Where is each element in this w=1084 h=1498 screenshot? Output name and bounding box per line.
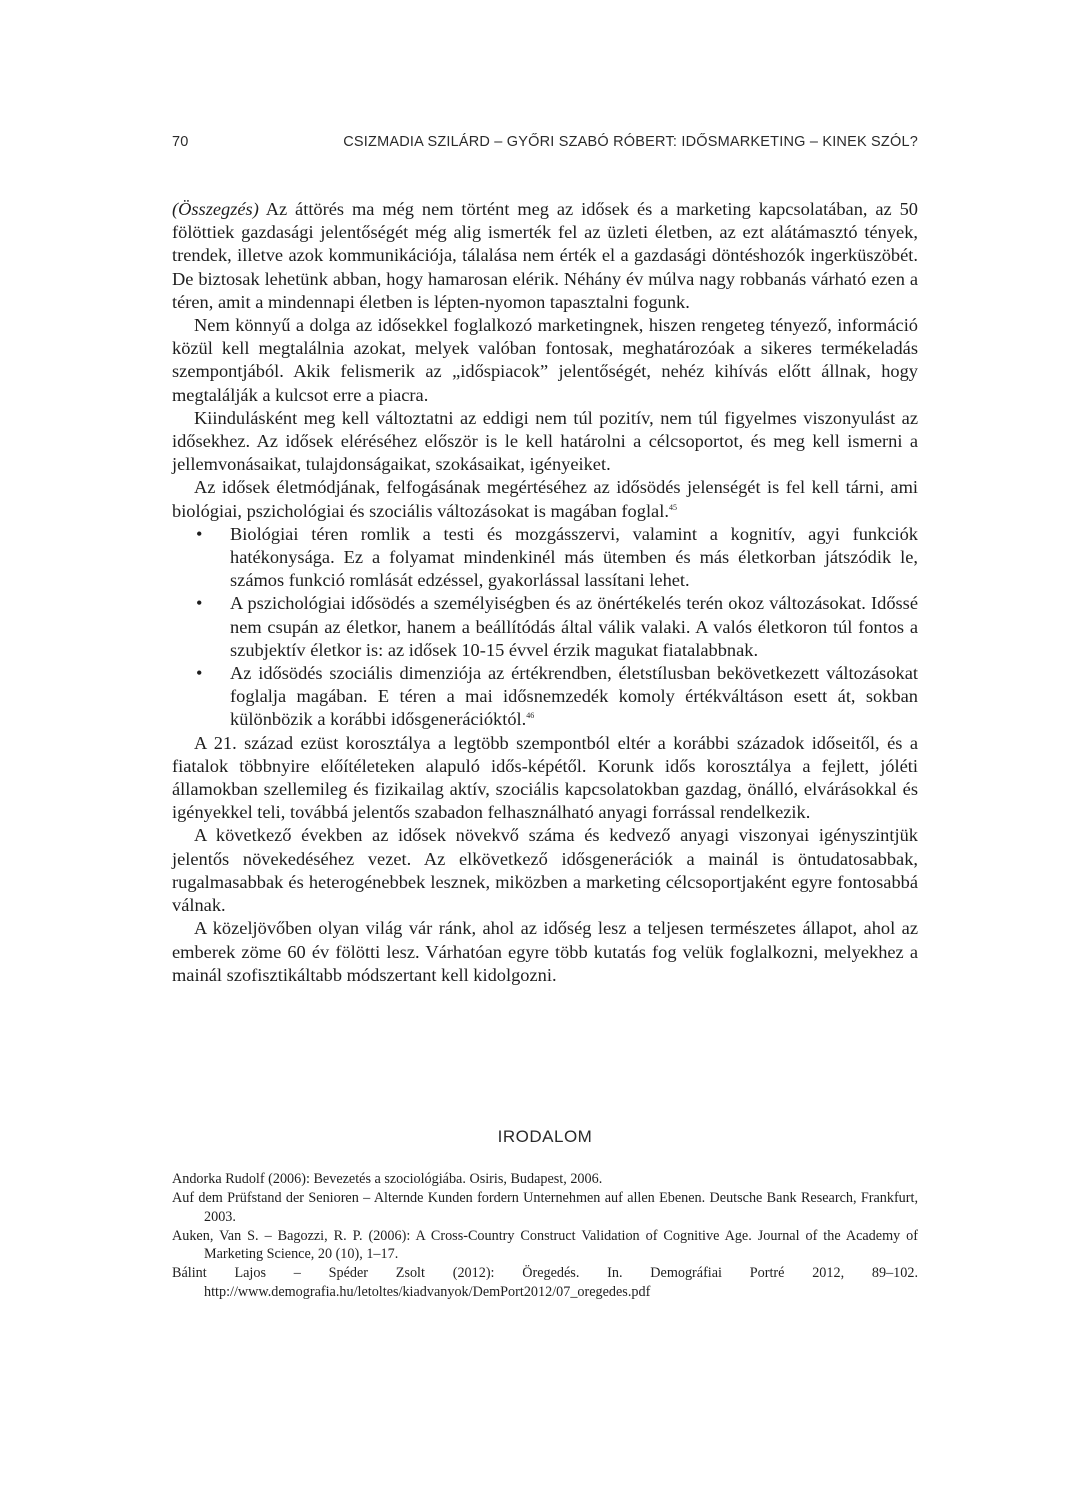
references-list [172,1170,918,1302]
bullet-icon: • [196,663,203,684]
paragraph-text: Az idősek életmódjának, felfogásának megértéséhez az idősödés jelenségét is fel kell tárni, ami biológiai, pszichológiai és szociális változásokat is magában foglal. [172,477,918,521]
reference-item: Bálint Lajos – Spéder Zsolt (2012): Öregedés. In. Demográfiai Portré 2012, 89–102. http://www.demografia.hu/letoltes/kiadvanyok/DemPort2012/07_oregedes.pdf [172,1265,918,1301]
paragraph: A közeljövőben olyan világ vár ránk, ahol az időség lesz a teljesen természetes állapot, ahol az emberek zöme 60 év fölötti lesz. Várhatóan egyre több kutatás fog velük foglalkozni, melyekhez a mainál szofisztikáltabb módszertant kell kidolgozni. [172,918,918,985]
bullet-icon: • [196,523,203,544]
paragraph: A következő években az idősek növekvő száma és kedvező anyagi viszonyai igényszintjük jelentős növekedéséhez vezet. Az elkövetkező idősgenerációk a mainál is öntudatosabbak, rugalmasabbak és heterogénebbek lesznek, miközben a marketing célcsoportjaként egyre fontosabbá válnak. [172,825,918,916]
list-item-text: Biológiai téren romlik a testi és mozgásszervi, valamint a kognitív, agyi funkciók hatékonysága. Ez a folyamat mindenkinél más ütemben és más életkorban játszódik le, számos funkció romlását edzéssel, gyakorlással lassítani lehet. [230,523,918,591]
reference-item: Auken, Van S. – Bagozzi, R. P. (2006): A Cross-Country Construct Validation of Cognitive Age. Journal of the Academy of Marketing Science, 20 (10), 1–17. [172,1227,918,1263]
paragraph: Nem könnyű a dolga az idősekkel foglalkozó marketingnek, hiszen rengeteg tényező, információ közül kell megtalálnia azokat, melyek valóban fontosak, meghatározóak a sikeres termékeladás szempontjából. Akik felismerik az „időspiacok” jelentőségét, nehéz kihívás előtt állnak, hogy megtalálják a kulcsot erre a piacra. [172,315,918,405]
bullet-icon: • [196,593,203,614]
paragraph-text: Az áttörés ma még nem történt meg az idősek és a marketing kapcsolatában, az 50 fölöttiek gazdasági jelentőségét még alig ismerték fel az üzleti életben, az ezt alátámasztó tények, trendek, illetve azok kommunikációja, tálalása nem érték el a gazdasági döntéshozók ingerküszöbét. De biztosak lehetünk abban, hogy hamarosan elérik. Néhány év múlva nagy robbanás várható ezen a téren, amit a mindennapi életben is lépten-nyomon tapasztalni fogunk. [172,199,918,312]
list-item [172,523,918,593]
main-text [172,198,918,987]
reference-item: Auf dem Prüfstand der Senioren – Alternde Kunden fordern Unternehmen auf allen Ebenen. Deutsche Bank Research, Frankfurt, 2003. [172,1190,918,1225]
paragraph: Kiindulásként meg kell változtatni az eddigi nem túl pozitív, nem túl figyelmes viszonyulást az idősekhez. Az idősek eléréséhez először is le kell határolni a célcsoportot, és meg kell ismerni a jellemvonásaikat, tulajdonságaikat, szokásaikat, igényeiket. [172,407,918,475]
paragraph-summary [172,198,918,314]
page-number: 70 [172,134,189,150]
paragraph-aging [172,476,918,522]
bullet-list [172,523,918,732]
list-item [172,592,918,662]
running-head: CSIZMADIA SZILÁRD – GYŐRI SZABÓ RÓBERT: IDŐSMARKETING – KINEK SZÓL? [343,134,918,150]
paragraph: A 21. század ezüst korosztálya a legtöbb szempontból eltér a korábbi századok időseitől, és a fiatalok többnyire előítéleteken alapuló idős-képétől. Korunk idős korosztálya a fejlett, jóléti államokban szellemileg és fizikailag aktív, szociális kapcsolatokban gazdag, önálló, elvárásokkal és igényekkel teli, továbbá jelentős szabadon felhasználható anyagi forrással rendelkezik. [172,732,918,823]
list-item [172,662,918,732]
list-item-text: Az idősödés szociális dimenziója az értékrendben, életstílusban bekövetkezett változásokat foglalja magában. E téren a mai idősnemzedék komoly értékváltáson esett át, sokban különbözik a korábbi idősgenerációktól. [230,663,918,730]
reference-item: Andorka Rudolf (2006): Bevezetés a szociológiába. Osiris, Budapest, 2006. [172,1171,603,1187]
summary-lead: (Összegzés) [172,199,259,219]
list-item-text: A pszichológiai idősödés a személyiségben és az önértékelés terén okoz változásokat. Időssé nem csupán az életkor, hanem a beállítódás által válik valaki. A valós életkoron túl fontos a szubjektív életkor is: az idősek 10-15 évvel érzik magukat fiatalabbnak. [230,593,918,660]
footnote-marker: 46 [526,711,535,721]
footnote-marker: 45 [668,502,677,512]
references-title: IRODALOM [497,1127,593,1146]
